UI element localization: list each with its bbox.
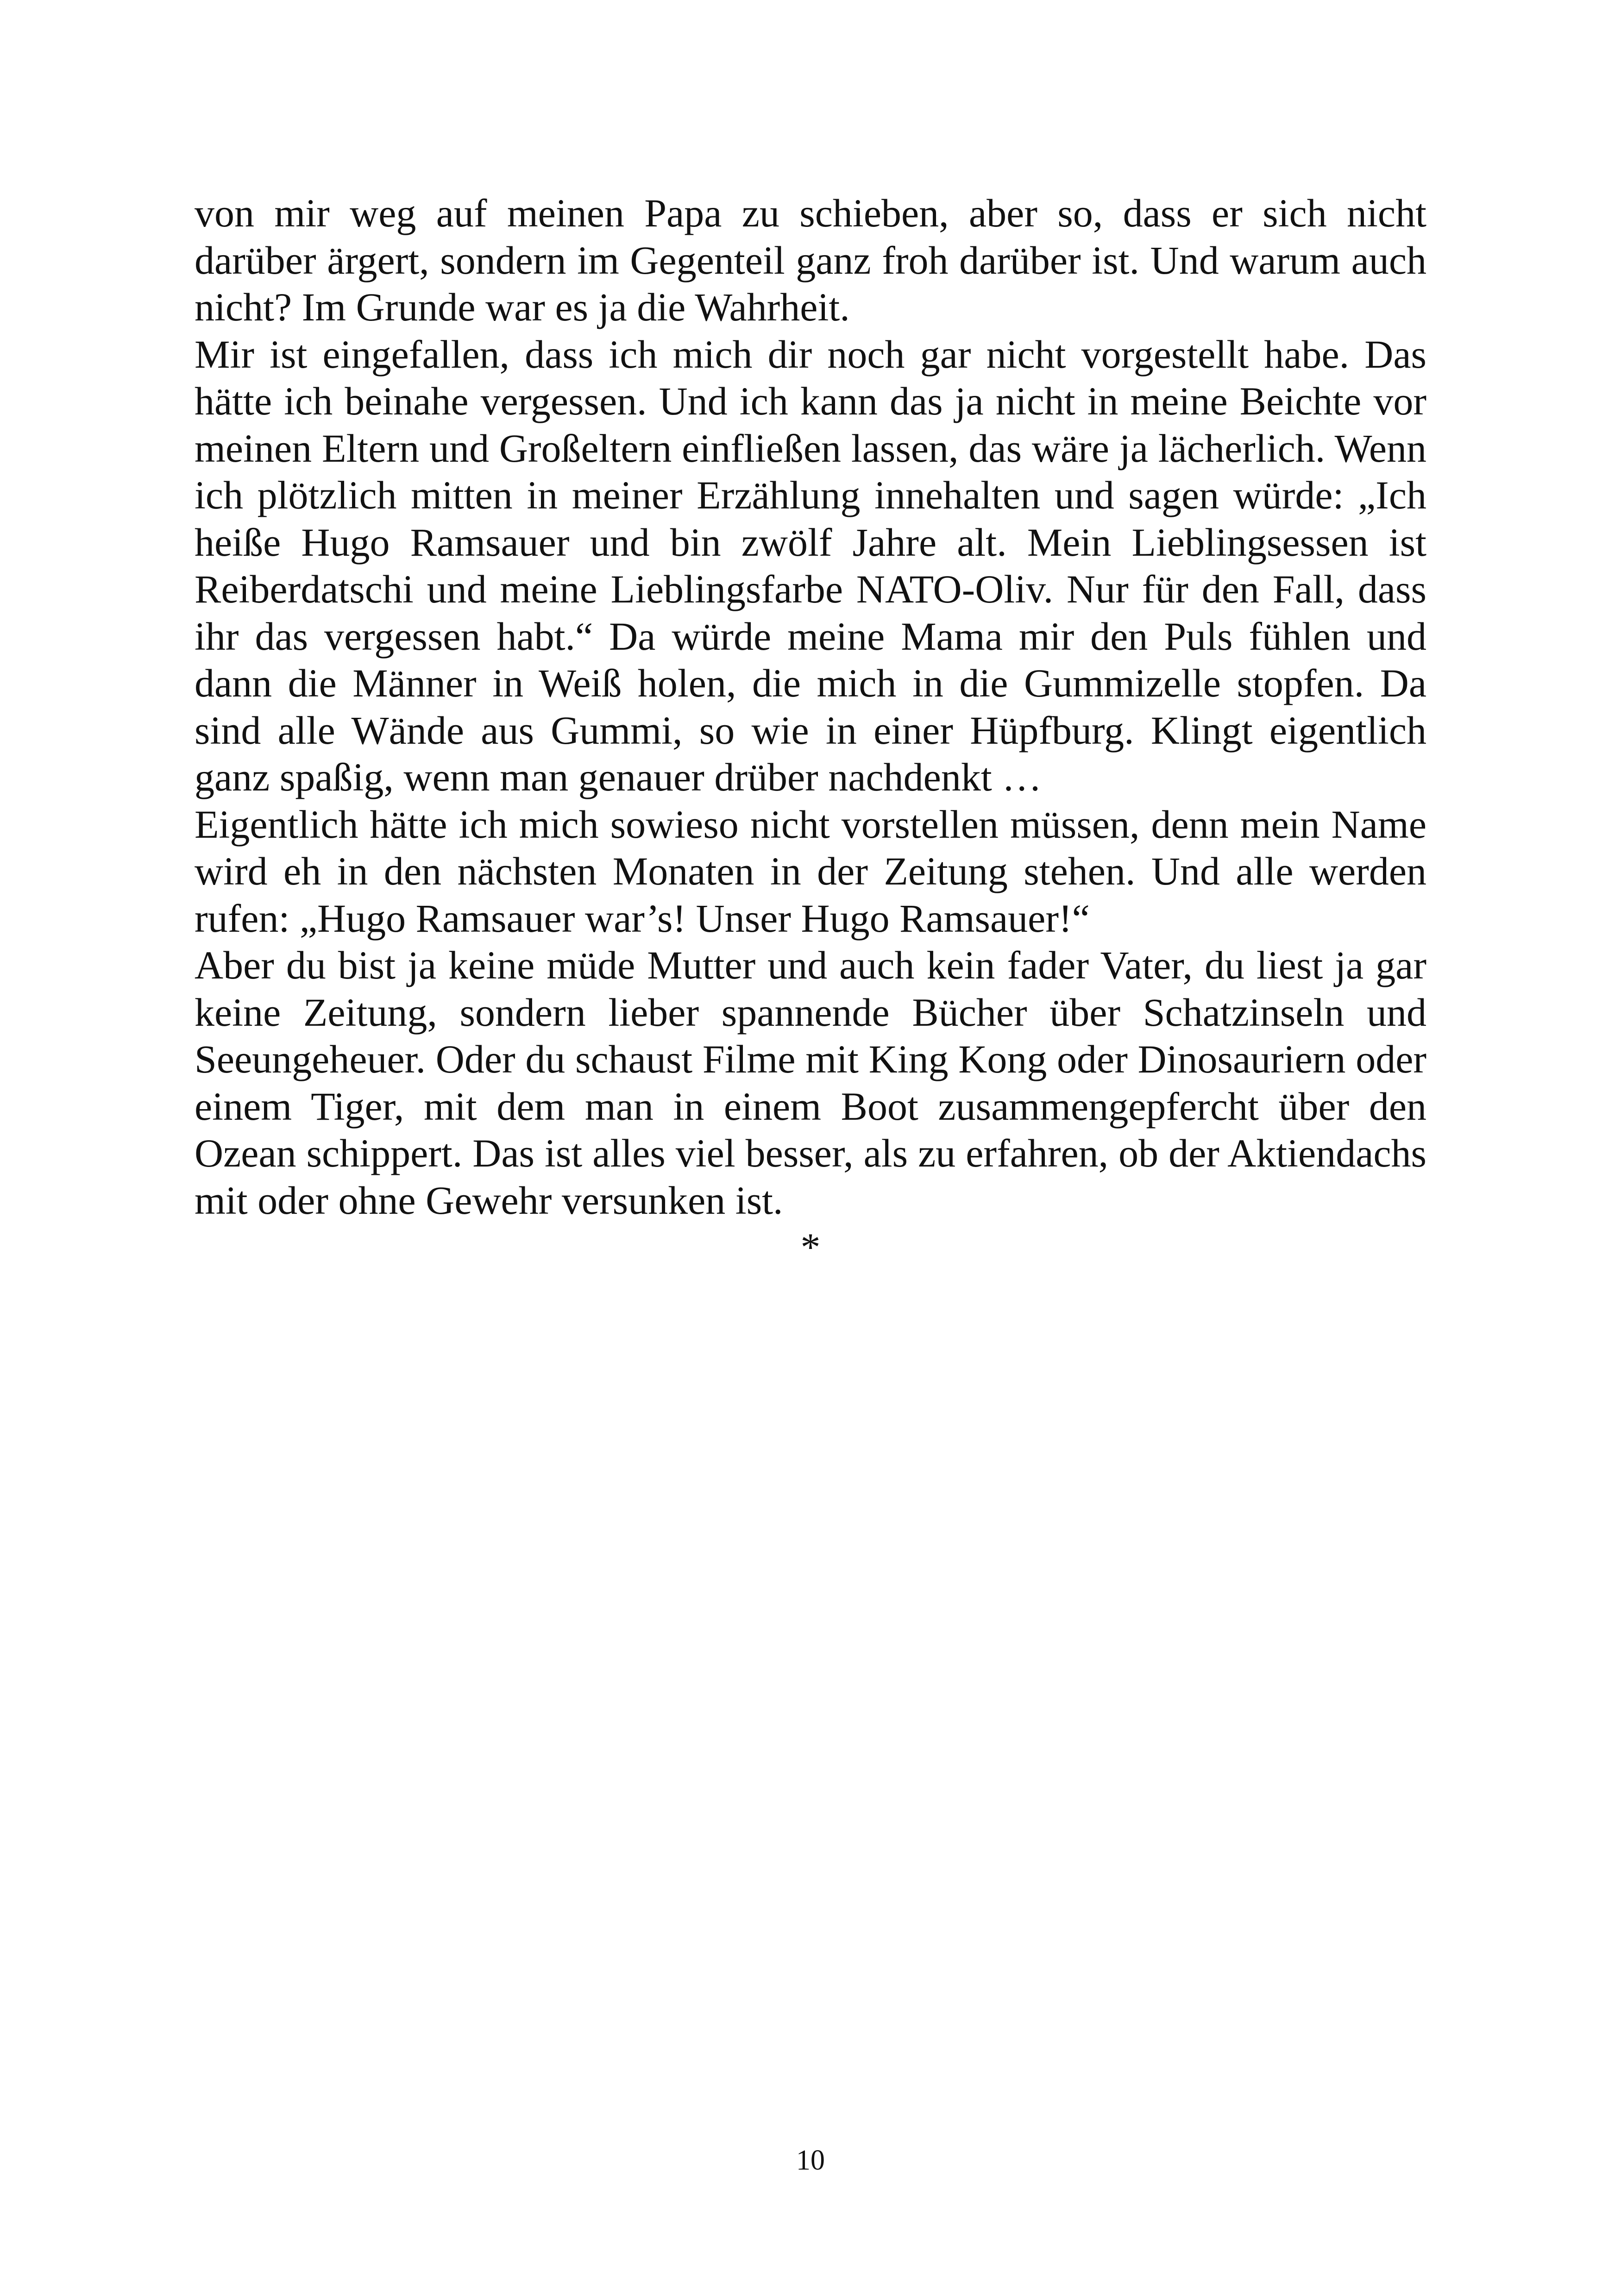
paragraph-1: von mir weg auf meinen Papa zu schieben, aber so, dass er sich nicht darüber ärgert, sondern im Gegenteil ganz froh darüber ist. Und warum auch nicht? Im Grunde war es ja die Wahrheit.: [195, 191, 1426, 329]
paragraph-3: Eigentlich hätte ich mich sowieso nicht vorstellen müssen, denn mein Name wird eh in den nächsten Monaten in der Zeitung stehen. Und alle werden rufen: „Hugo Ramsauer war’s! Unser Hugo Ramsauer!“: [195, 802, 1426, 941]
section-separator: *: [800, 1225, 821, 1269]
paragraph-2: Mir ist eingefallen, dass ich mich dir noch gar nicht vorgestellt habe. Das hätte ich beinahe vergessen. Und ich kann das ja nicht in meine Beichte vor meinen Eltern und Großeltern einfließen lassen, das wäre ja lächerlich. Wenn ich plötzlich mitten in meiner Erzählung innehalten und sagen würde: „Ich heiße Hugo Ramsauer und bin zwölf Jahre alt. Mein Lieblingsessen ist Reiberdatschi und meine Lieblingsfarbe NATO-Oliv. Nur für den Fall, dass ihr das vergessen habt.“ Da würde meine Mama mir den Puls fühlen und dann die Männer in Weiß holen, die mich in die Gummizelle stopfen. Da sind alle Wände aus Gummi, so wie in einer Hüpfburg. Klingt eigentlich ganz spaßig, wenn man genauer drüber nachdenkt …: [195, 332, 1426, 799]
page-number: 10: [796, 2145, 825, 2176]
paragraph-4: Aber du bist ja keine müde Mutter und auch kein fader Vater, du liest ja gar keine Zeitung, sondern lieber spannende Bücher über Schatzinseln und Seeungeheuer. Oder du schaust Filme mit King Kong oder Dinosauriern oder einem Tiger, mit dem man in einem Boot zusammengepfercht über den Ozean schippert. Das ist alles viel besser, als zu erfahren, ob der Aktiendachs mit oder ohne Gewehr versunken ist.: [195, 943, 1426, 1223]
body-text: [195, 190, 1426, 1271]
